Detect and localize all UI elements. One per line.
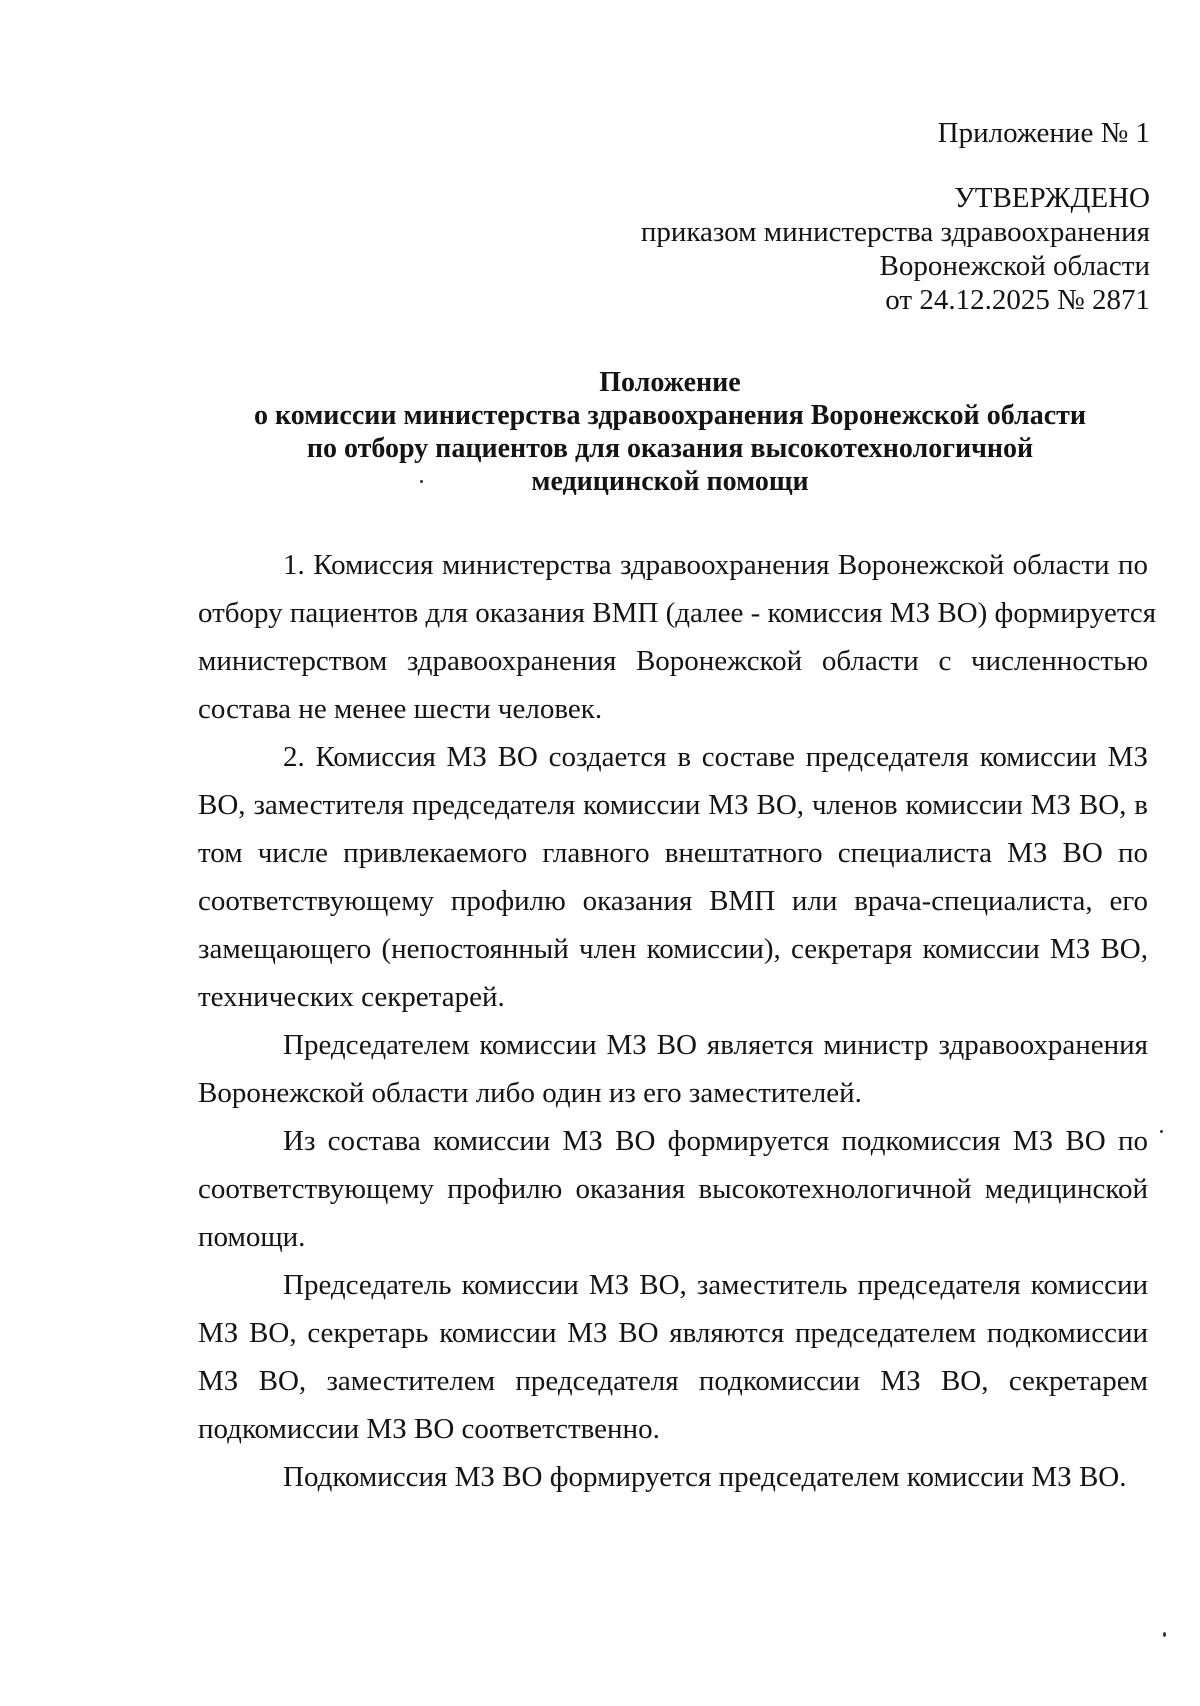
text-line: 2. Комиссия МЗ ВО создается в составе председателя комиссии МЗ [283, 741, 1148, 773]
scan-speck [420, 480, 423, 483]
text-line: том числе привлекаемого главного внештатного специалиста МЗ ВО по [198, 837, 1148, 869]
approved-label: УТВЕРЖДЕНО [954, 182, 1150, 214]
appendix-label: Приложение № 1 [937, 117, 1150, 149]
title-line: по отбору пациентов для оказания высокотехнологичной [306, 433, 1034, 464]
paragraph-5 [198, 1261, 1148, 1453]
document-body [198, 541, 1157, 1501]
text-line: технических секретарей. [198, 981, 505, 1013]
text-line: МЗ ВО, заместителем председателя подкомиссии МЗ ВО, секретарем [198, 1365, 1148, 1397]
title-line: медицинской помощи [531, 466, 809, 497]
text-line: соответствующему профилю оказания ВМП или врача-специалиста, его [198, 885, 1148, 917]
paragraph-3 [198, 1021, 1148, 1117]
text-line: Из состава комиссии МЗ ВО формируется подкомиссия МЗ ВО по [283, 1125, 1148, 1157]
text-line: Подкомиссия МЗ ВО формируется председателем комиссии МЗ ВО. [283, 1461, 1127, 1493]
text-line: помощи. [198, 1221, 306, 1253]
text-line: 1. Комиссия министерства здравоохранения Воронежской области по [283, 549, 1148, 581]
text-line: Председателем комиссии МЗ ВО является министр здравоохранения [283, 1029, 1148, 1061]
order-reference: приказом министерства здравоохранения [640, 216, 1150, 248]
text-line: Воронежской области либо один из его заместителей. [198, 1077, 862, 1109]
text-line: ВО, заместителя председателя комиссии МЗ ВО, членов комиссии МЗ ВО, в [198, 789, 1148, 821]
order-date-number: от 24.12.2025 № 2871 [885, 284, 1150, 316]
paragraph-6 [198, 1453, 1148, 1501]
text-line: отбору пациентов для оказания ВМП (далее - комиссия МЗ ВО) формируется [198, 597, 1157, 629]
title-line: Положение [599, 367, 741, 398]
scan-speck [1163, 1632, 1166, 1637]
paragraph-1 [198, 541, 1157, 733]
text-line: Председатель комиссии МЗ ВО, заместитель председателя комиссии [283, 1269, 1148, 1301]
region-name: Воронежской области [879, 250, 1150, 282]
text-line: соответствующему профилю оказания высокотехнологичной медицинской [198, 1173, 1148, 1205]
scan-speck [1160, 1130, 1163, 1133]
text-line: МЗ ВО, секретарь комиссии МЗ ВО являются председателем подкомиссии [198, 1317, 1148, 1349]
text-line: подкомиссии МЗ ВО соответственно. [198, 1413, 660, 1445]
text-line: состава не менее шести человек. [198, 693, 603, 725]
text-line: министерством здравоохранения Воронежской области с численностью [198, 645, 1148, 677]
text-line: замещающего (непостоянный член комиссии), секретаря комиссии МЗ ВО, [198, 933, 1148, 965]
paragraph-2 [198, 733, 1148, 1021]
title-line: о комиссии министерства здравоохранения Воронежской области [253, 400, 1087, 431]
document-title [180, 366, 1160, 498]
paragraph-4 [198, 1117, 1148, 1261]
